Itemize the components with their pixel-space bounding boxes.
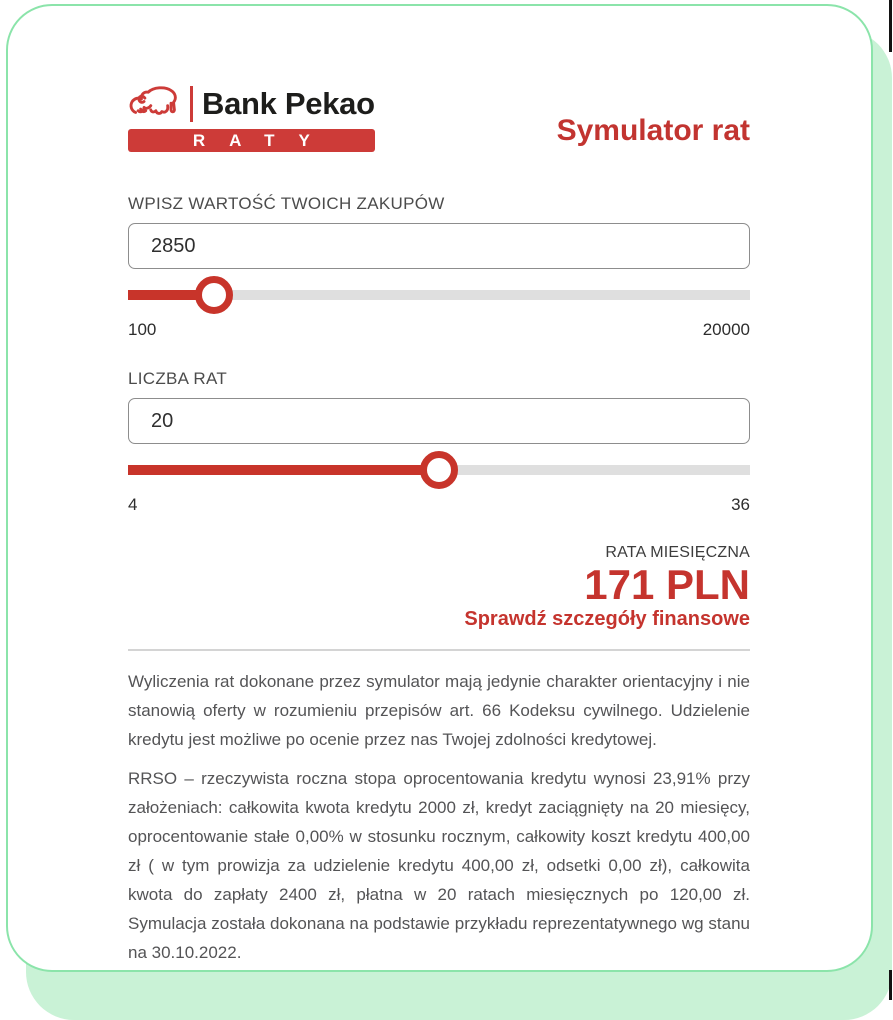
purchase-range-labels (128, 319, 750, 340)
logo-row (128, 84, 375, 124)
header (128, 84, 750, 152)
installments-max-label: 36 (731, 495, 750, 514)
purchase-label: WPISZ WARTOŚĆ TWOICH ZAKUPÓW (128, 194, 445, 213)
purchase-max-label: 20000 (702, 320, 750, 339)
divider (128, 649, 750, 651)
screen-edge-line-top (889, 0, 892, 52)
installments-range-labels (128, 494, 750, 515)
purchase-min-label: 100 (128, 320, 157, 339)
screen-edge-line-bottom (889, 970, 892, 1000)
bank-pekao-logo (128, 84, 375, 152)
result-label: RATA MIESIĘCZNA (605, 544, 750, 561)
monthly-installment-amount: 171 PLN (584, 561, 750, 608)
logo-divider (190, 86, 193, 122)
disclaimer-paragraph-1: Wyliczenia rat dokonane przez symulator mają jedynie charakter orientacyjny i nie stanowią oferty w rozumieniu przepisów art. 66 Kodeksu cywilnego. Udzielenie kredytu jest możliwe po ocenie przez nas Twojej zdolności kredytowej. (128, 672, 750, 749)
simulator-card (6, 4, 873, 972)
purchase-section (128, 194, 750, 340)
financial-details-link[interactable]: Sprawdź szczegóły finansowe (464, 608, 750, 630)
disclaimer-paragraph-2: RRSO – rzeczywista roczna stopa oprocentowania kredytu wynosi 23,91% przy założeniach: całkowita kwota kredytu 2000 zł, kredyt zaciągnięty na 20 miesięcy, oprocentowanie stałe 0,00% w stosunku rocznym, całkowity koszt kredytu 400,00 zł ( w tym prowizja za udzielenie kredytu 400,00 zł, odsetki 0,00 zł), całkowita kwota do zapłaty 2400 zł, płatna w 20 ratach miesięcznych po 120,00 zł. Symulacja została dokonana na podstawie przykładu reprezentatywnego wg stanu na 30.10.2022. (128, 769, 750, 962)
installments-min-label: 4 (128, 495, 138, 514)
installments-label: LICZBA RAT (128, 369, 228, 388)
installments-value-input[interactable] (128, 398, 750, 444)
raty-banner (128, 129, 375, 152)
installments-section (128, 369, 750, 515)
raty-banner-label: RATY (192, 131, 334, 150)
result-block (128, 543, 750, 631)
installments-slider-fill (128, 465, 439, 475)
logo-text: Bank Pekao (202, 86, 375, 121)
installments-slider-handle[interactable] (420, 451, 458, 489)
purchase-slider (128, 276, 750, 314)
bison-icon (128, 84, 182, 124)
page-title: Symulator rat (556, 114, 750, 147)
purchase-value-input[interactable] (128, 223, 750, 269)
installments-slider (128, 451, 750, 489)
purchase-slider-handle[interactable] (195, 276, 233, 314)
